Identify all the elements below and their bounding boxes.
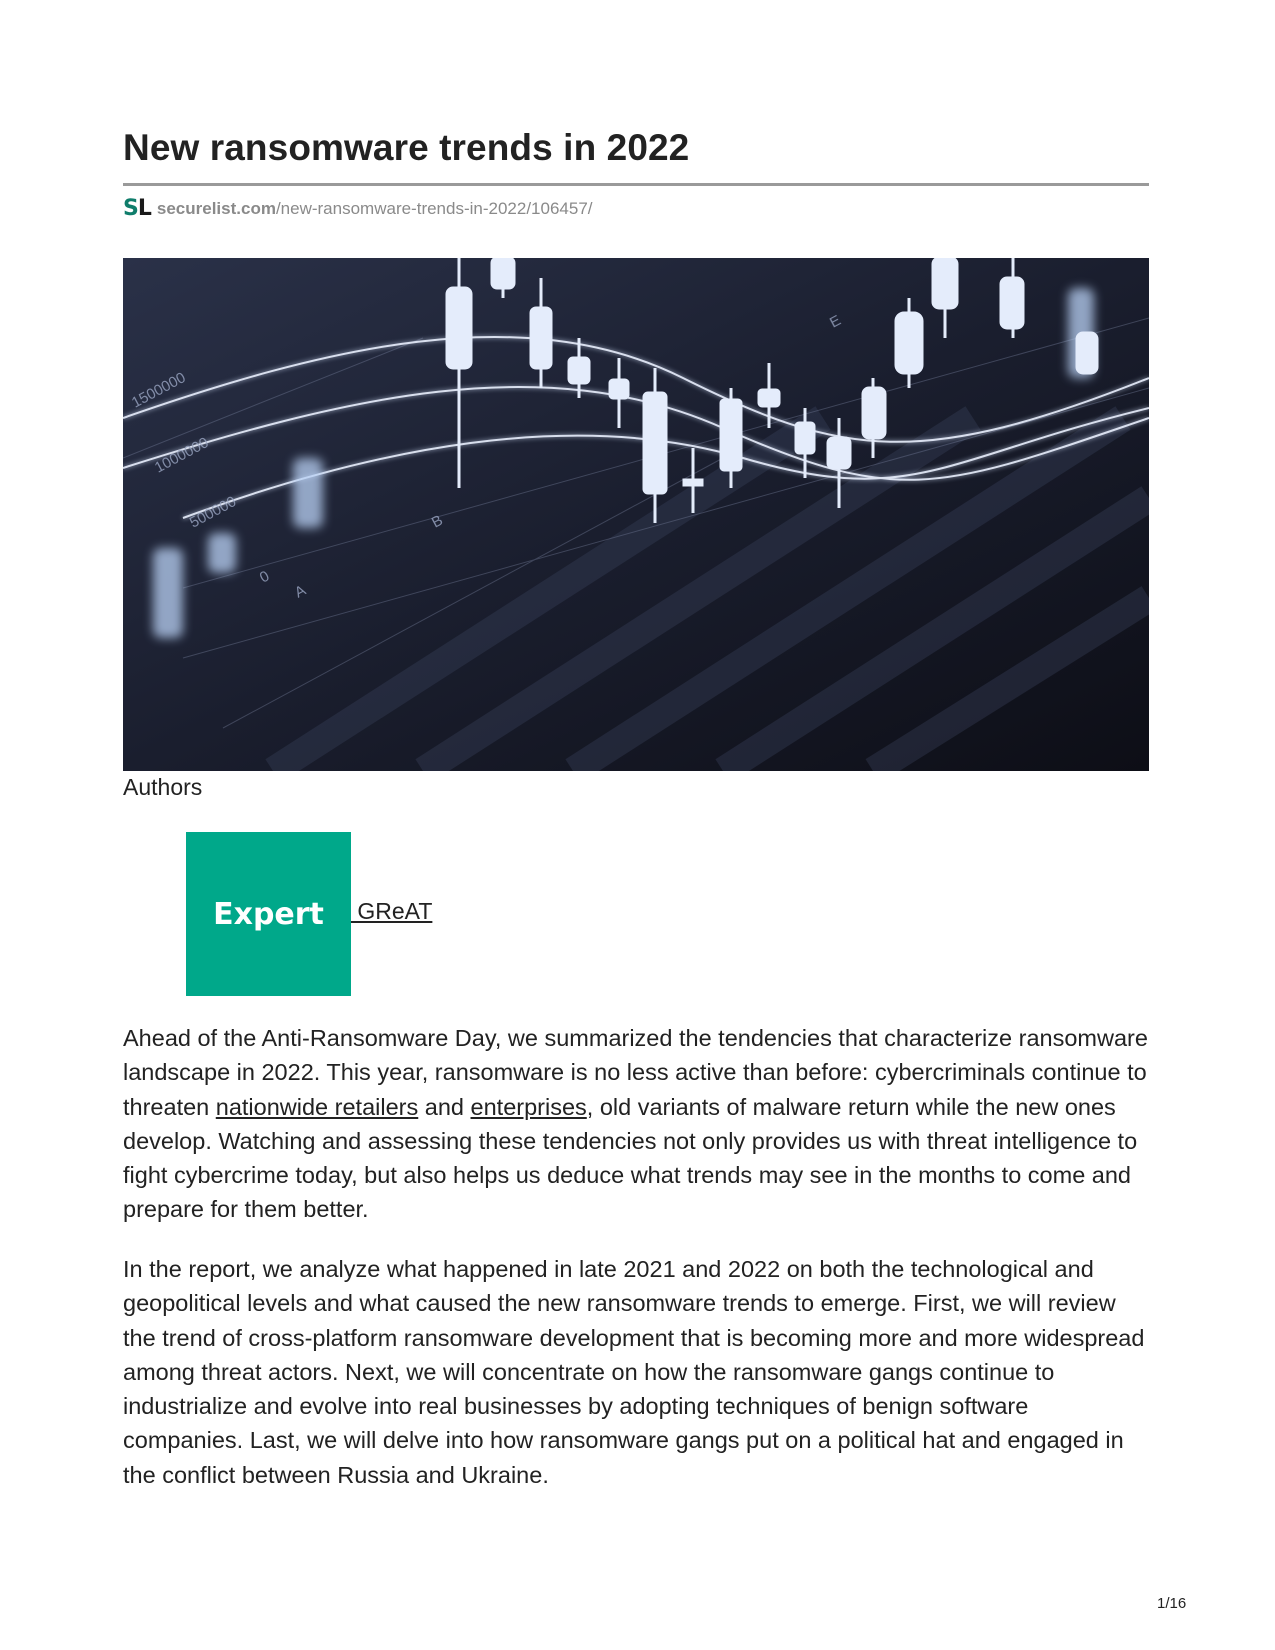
paragraph-text: Ahead of the Anti-Ransomware Day, we summarized the tendencies that characterize ransomware landscape in 2022. This year, ransomware is no less active than before: cybercriminals continue to threaten bbox=[123, 1025, 1148, 1120]
axis-label: 1500000 bbox=[128, 369, 189, 412]
securelist-logo-icon: SL bbox=[123, 196, 151, 221]
candlestick-chart-photo-icon bbox=[123, 258, 1149, 771]
source-url[interactable] bbox=[123, 197, 593, 221]
axis-label: A bbox=[291, 581, 309, 602]
axis-label: E bbox=[826, 311, 844, 332]
page-number: 1/16 bbox=[1157, 1595, 1187, 1612]
report-overview-paragraph: In the report, we analyze what happened in late 2021 and 2022 on both the technological and geopolitical levels and what caused the new ransomware trends to emerge. First, we will review the trend of cross-platform ransomware development that is becoming more and more widespread among threat actors. Next, we will concentrate on how the ransomware gangs continue to industrialize and evolve into real businesses by adopting techniques of benign software companies. Last, we will delve into how ransomware gangs put on a political hat and engaged in the conflict between Russia and Ukraine. bbox=[123, 1256, 1145, 1488]
axis-label: 500000 bbox=[186, 493, 240, 532]
axis-label: 0 bbox=[256, 567, 273, 587]
authors-label: Authors bbox=[123, 774, 203, 800]
paragraph-text: , old variants of malware return while the new ones develop. Watching and assessing these tendencies not only provides us with threat intelligence to fight cybercrime today, but also helps us deduce what trends may see in the months to come and prepare for them better. bbox=[123, 1093, 1138, 1223]
axis-label: B bbox=[428, 511, 446, 532]
axis-label: 1000000 bbox=[151, 434, 212, 477]
expert-badge-text: Expert bbox=[213, 896, 324, 932]
intro-paragraph bbox=[123, 1021, 1153, 1227]
source-domain: securelist.com bbox=[156, 199, 276, 218]
hero-image bbox=[123, 258, 1149, 771]
source-path: /new-ransomware-trends-in-2022/106457/ bbox=[275, 199, 593, 218]
paragraph-text: and bbox=[418, 1093, 471, 1120]
nationwide-retailers-link[interactable]: nationwide retailers bbox=[215, 1093, 419, 1120]
author-name-link[interactable]: GReAT bbox=[351, 898, 433, 924]
enterprises-link[interactable]: enterprises bbox=[470, 1093, 587, 1120]
title-divider bbox=[123, 183, 1149, 186]
page-title: New ransomware trends in 2022 bbox=[123, 127, 690, 168]
author-avatar[interactable] bbox=[186, 832, 351, 996]
